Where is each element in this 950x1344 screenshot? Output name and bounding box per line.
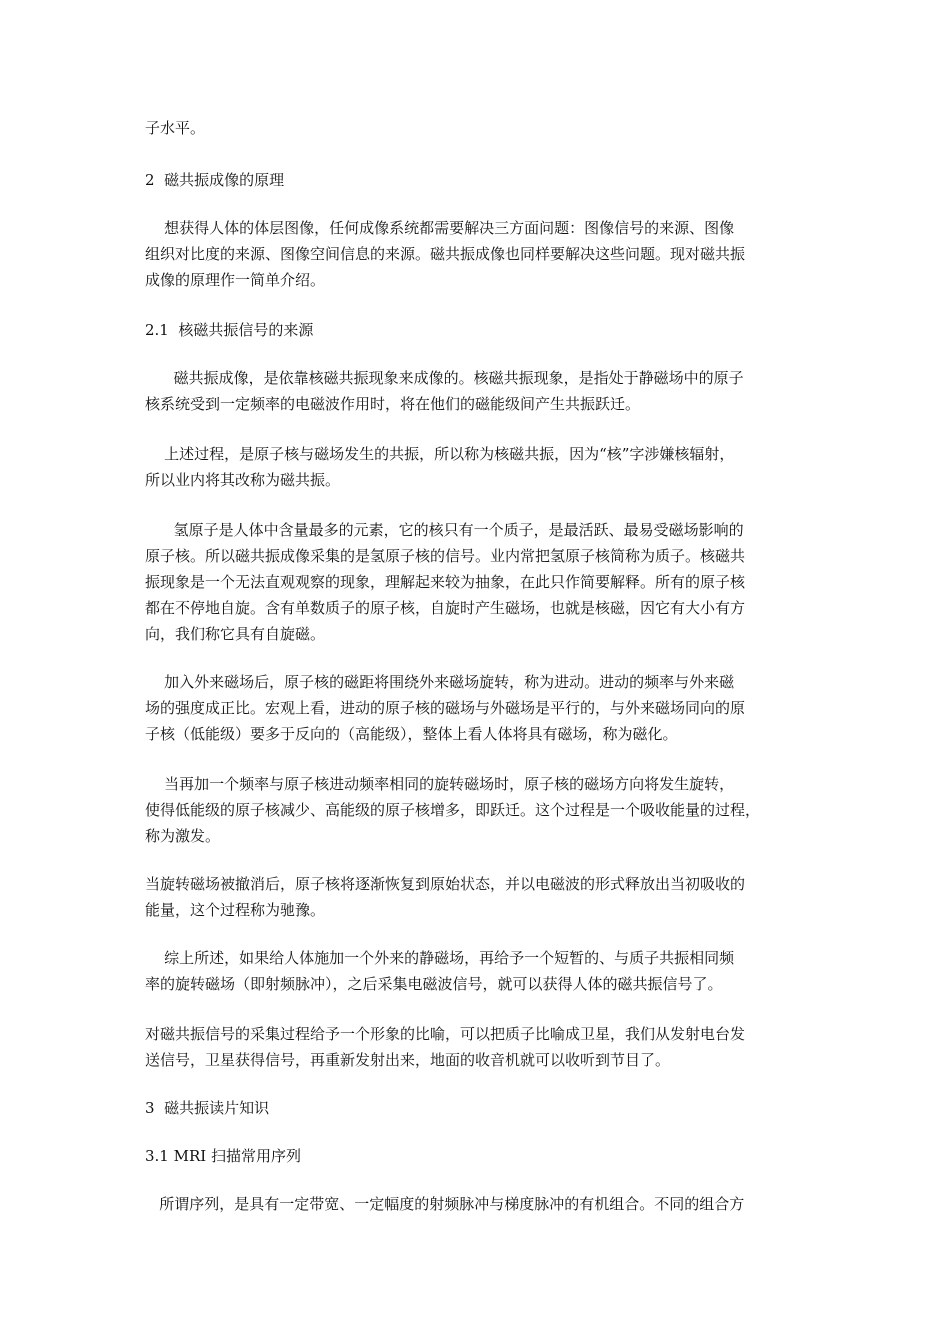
text-line: 所谓序列，是具有一定带宽、一定幅度的射频脉冲与梯度脉冲的有机组合。不同的组合方 xyxy=(145,1195,745,1213)
text-line: 率的旋转磁场（即射频脉冲），之后采集电磁波信号，就可以获得人体的磁共振信号了。 xyxy=(145,975,723,993)
text-line: 氢原子是人体中含量最多的元素，它的核只有一个质子，是最活跃、最易受磁场影响的 xyxy=(145,521,744,539)
text-line: 磁共振成像，是依靠核磁共振现象来成像的。核磁共振现象，是指处于静磁场中的原子 xyxy=(145,369,744,387)
text-line: 组织对比度的来源、图像空间信息的来源。磁共振成像也同样要解决这些问题。现对磁共振 xyxy=(145,245,746,263)
text-line: 称为激发。 xyxy=(145,827,221,845)
section-heading: 2 磁共振成像的原理 xyxy=(145,171,285,189)
text-line: 振现象是一个无法直观观察的现象，理解起来较为抽象，在此只作简要解释。所有的原子核 xyxy=(145,573,746,591)
text-line: 子核（低能级）要多于反向的（高能级），整体上看人体将具有磁场，称为磁化。 xyxy=(145,725,678,743)
text-line: 使得低能级的原子核减少、高能级的原子核增多，即跃迁。这个过程是一个吸收能量的过程， xyxy=(145,801,761,819)
section-heading: 3.1 MRI 扫描常用序列 xyxy=(145,1147,301,1165)
text-line: 上述过程，是原子核与磁场发生的共振，所以称为核磁共振，因为“核”字涉嫌核辐射， xyxy=(145,445,735,463)
text-line: 对磁共振信号的采集过程给予一个形象的比喻，可以把质子比喻成卫星，我们从发射电台发 xyxy=(145,1025,746,1043)
text-line: 能量，这个过程称为驰豫。 xyxy=(145,901,326,919)
text-line: 当旋转磁场被撤消后，原子核将逐渐恢复到原始状态，并以电磁波的形式释放出当初吸收的 xyxy=(145,875,746,893)
text-line: 送信号，卫星获得信号，再重新发射出来，地面的收音机就可以收听到节目了。 xyxy=(145,1051,671,1069)
text-line: 所以业内将其改称为磁共振。 xyxy=(145,471,341,489)
text-line: 都在不停地自旋。含有单数质子的原子核，自旋时产生磁场，也就是核磁，因它有大小有方 xyxy=(145,599,746,617)
text-line: 综上所述，如果给人体施加一个外来的静磁场，再给予一个短暂的、与质子共振相同频 xyxy=(145,949,735,967)
text-line: 子水平。 xyxy=(145,119,206,137)
text-line: 向，我们称它具有自旋磁。 xyxy=(145,625,326,643)
text-line: 成像的原理作一简单介绍。 xyxy=(145,271,326,289)
text-line: 原子核。所以磁共振成像采集的是氢原子核的信号。业内常把氢原子核简称为质子。核磁共 xyxy=(145,547,746,565)
text-line: 核系统受到一定频率的电磁波作用时，将在他们的磁能级间产生共振跃迁。 xyxy=(145,395,641,413)
text-line: 场的强度成正比。宏观上看，进动的原子核的磁场与外磁场是平行的，与外来磁场同向的原 xyxy=(145,699,746,717)
text-line: 加入外来磁场后，原子核的磁距将围绕外来磁场旋转，称为进动。进动的频率与外来磁 xyxy=(145,673,735,691)
section-heading: 3 磁共振读片知识 xyxy=(145,1099,270,1117)
text-line: 想获得人体的体层图像，任何成像系统都需要解决三方面问题：图像信号的来源、图像 xyxy=(145,219,735,237)
section-heading: 2.1 核磁共振信号的来源 xyxy=(145,321,314,339)
text-line: 当再加一个频率与原子核进动频率相同的旋转磁场时，原子核的磁场方向将发生旋转， xyxy=(145,775,735,793)
